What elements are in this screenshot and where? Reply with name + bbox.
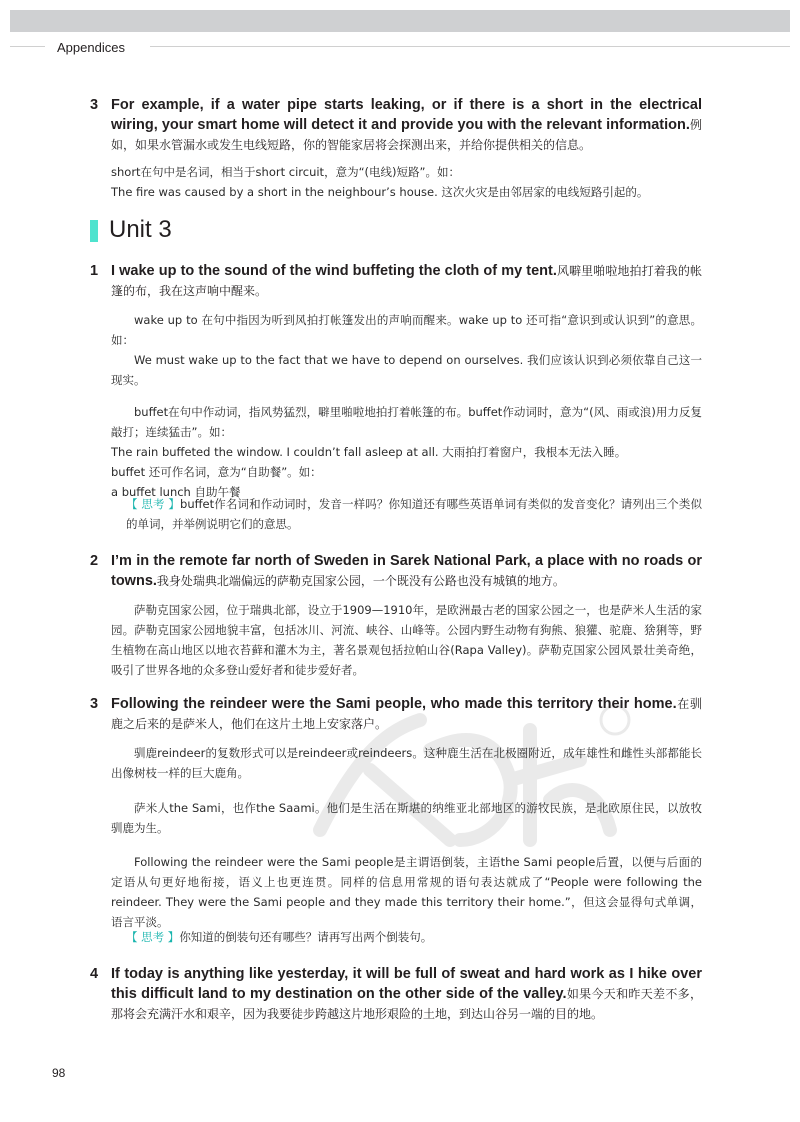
note-paragraph: 驯鹿reindeer的复数形式可以是reindeer或reindeers。这种鹿生活在北极圈附近，成年雄性和雌性头部都能长出像树枝一样的巨大鹿角。 (111, 746, 702, 780)
think-box-3 (126, 927, 702, 947)
item-text (111, 694, 702, 734)
item-number: 3 (90, 97, 99, 113)
header-rule-left (10, 46, 45, 47)
unit-title: Unit 3 (109, 216, 172, 243)
note-paragraph: 萨米人the Sami，也作the Saami。他们是生活在斯堪的纳维亚北部地区的游牧民族，是北欧原住民，以放牧驯鹿为生。 (111, 801, 702, 835)
english-sentence: For example, if a water pipe starts leaking, or if there is a short in the electrical wiring, your smart home will detect it and provide you with the relevant information. (111, 97, 702, 133)
item-4 (90, 964, 702, 1024)
note-paragraph: 萨勒克国家公园，位于瑞典北部，设立于1909—1910年，是欧洲最古老的国家公园之一，也是萨米人生活的家园。萨勒克国家公园地貌丰富，包括冰川、河流、峡谷、山峰等。公园内野生动物有狗熊、狼獾、驼鹿、猞猁等，野生植物在高山地区以地衣苔藓和灌木为主，著名景观包括拉帕山谷(Rapa Valley)。萨勒克国家公园风景壮美奇绝，吸引了世界各地的众多登山爱好者和徒步爱好者。 (111, 603, 702, 677)
item-3-note-sami (111, 798, 702, 838)
item-1-notes-buffet (111, 402, 702, 502)
item-number: 2 (90, 553, 99, 569)
note-line: buffet 还可作名词，意为“自助餐”。如： (111, 465, 322, 479)
item-3 (90, 694, 702, 734)
unit-accent-bar (90, 220, 98, 242)
item-1-notes (111, 310, 702, 390)
note-example: a buffet lunch 自助午餐 (111, 485, 241, 499)
item-text (111, 551, 702, 591)
item-text (111, 261, 702, 301)
item-2 (90, 551, 702, 591)
english-sentence: If today is anything like yesterday, it will be full of sweat and hard work as I hike over this difficult land to my destination on the other side of the valley. (111, 966, 702, 1002)
running-header: Appendices (57, 40, 125, 55)
think-label: 【 思考 】 (126, 930, 180, 944)
top-band (10, 10, 790, 32)
item-2-notes (111, 600, 702, 680)
english-sentence: Following the reindeer were the Sami people, who made this territory their home. (111, 696, 677, 712)
chinese-translation: 例如，如果水管漏水或发生电线短路，你的智能家居将会探测出来，并给你提供相关的信息。 (111, 118, 702, 152)
note-paragraph: Following the reindeer were the Sami people是主谓语倒装，主语the Sami people后置，以便与后面的定语从句更好地衔接，语义上也更连贯。同样的信息用常规的语句表达就成了“People were following the reindeer. They were the Sami people and they made this territory their home.”，但这会显得句式单调，语言平淡。 (111, 855, 702, 929)
item-3-note-inversion (111, 852, 702, 932)
note-line: The fire was caused by a short in the neighbour’s house. 这次火灾是由邻居家的电线短路引起的。 (111, 185, 649, 199)
note-line: short在句中是名词，相当于short circuit，意为“(电线)短路”。如： (111, 165, 460, 179)
think-box-1 (126, 494, 702, 534)
header-rule (150, 46, 790, 47)
item-3-note-reindeer (111, 743, 702, 783)
note-paragraph: wake up to 在句中指因为听到风拍打帐篷发出的声响而醒来。wake up to 还可指“意识到或认识到”的意思。如： (111, 313, 702, 347)
think-text: 你知道的倒装句还有哪些？请再写出两个倒装句。 (179, 930, 433, 944)
think-label: 【 思考 】 (126, 497, 181, 511)
page-number: 98 (52, 1066, 66, 1080)
chinese-translation: 在驯鹿之后来的是萨米人，他们在这片土地上安家落户。 (111, 697, 702, 731)
chinese-translation: 风噼里啪啦地拍打着我的帐篷的布，我在这声响中醒来。 (111, 264, 702, 298)
english-sentence: I’m in the remote far north of Sweden in Sarek National Park, a place with no roads or towns. (111, 553, 702, 589)
think-text: buffet作名词和作动词时，发音一样吗？你知道还有哪些英语单词有类似的发音变化？请列出三个类似的单词，并举例说明它们的意思。 (126, 497, 703, 531)
intro-notes (111, 162, 702, 202)
item-1 (90, 261, 702, 301)
item-number: 4 (90, 966, 99, 982)
chinese-translation: 我身处瑞典北端偏远的萨勒克国家公园，一个既没有公路也没有城镇的地方。 (156, 574, 565, 588)
note-example: We must wake up to the fact that we have to depend on ourselves. 我们应该认识到必须依靠自己这一现实。 (111, 353, 702, 387)
intro-item (90, 95, 702, 155)
note-example: The rain buffeted the window. I couldn’t fall asleep at all. 大雨拍打着窗户，我根本无法入睡。 (111, 445, 627, 459)
item-number: 1 (90, 263, 99, 279)
item-text (111, 964, 702, 1024)
note-paragraph: buffet在句中作动词，指风势猛烈，噼里啪啦地拍打着帐篷的布。buffet作动词时，意为“(风、雨或浪)用力反复敲打；连续猛击”。如： (111, 405, 702, 439)
english-sentence: I wake up to the sound of the wind buffeting the cloth of my tent. (111, 263, 557, 279)
item-text (111, 95, 702, 155)
chinese-translation: 如果今天和昨天差不多，那将会充满汗水和艰辛，因为我要徒步跨越这片地形艰险的土地，到达山谷另一端的目的地。 (111, 987, 702, 1021)
item-number: 3 (90, 696, 99, 712)
